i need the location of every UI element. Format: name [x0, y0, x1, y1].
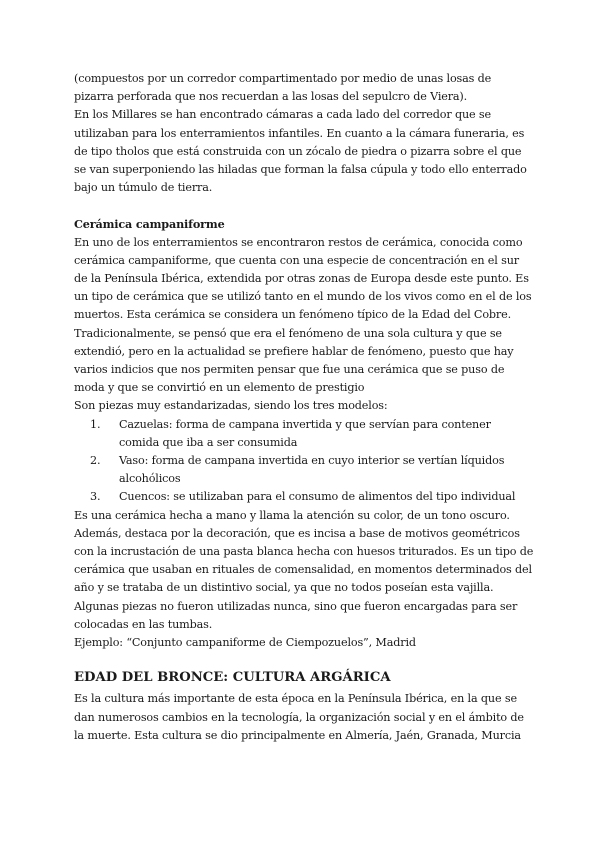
intro-paragraph: En los Millares se han encontrado cámaras a cada lado del corredor que se utilizaban para los enterramientos infantiles. En cuanto a la cámara funeraria, es de tipo tholos que está construida con un zócalo de piedra o pizarra sobre el que se van superponiendo las hiladas que forman la falsa cúpula y todo ello enterrado bajo un túmulo de tierra.	[74, 108, 527, 195]
list-number: 3.	[90, 490, 101, 504]
intro-line-1: (compuestos por un corredor compartimentado por medio de unas losas de	[74, 72, 492, 85]
list-number: 1.	[90, 417, 101, 431]
models-list	[74, 416, 534, 507]
list-number: 2.	[90, 454, 101, 468]
bronce-heading: EDAD DEL BRONCE: CULTURA ARGÁRICA	[74, 670, 391, 686]
intro-line-2: pizarra perforada que nos recuerdan a las losas del sepulcro de Viera).	[74, 90, 468, 104]
ceramica-paragraph-2: Es una cerámica hecha a mano y llama la atención su color, de un tono oscuro. Además, destaca por la decoración, que es incisa a base de motivos geométricos con la incrustación de una pasta blanca hecha con huesos triturados. Es un tipo de cerámica que usaban en rituales de comensalidad, en momentos determinados del año y se trataba de un distintivo social, ya que no todos poseían esta vajilla.	[74, 508, 534, 595]
list-item	[74, 452, 534, 488]
ceramica-example: Ejemplo: “Conjunto campaniforme de Ciempozuelos”, Madrid	[74, 636, 416, 650]
bronce-paragraph: Es la cultura más importante de esta época en la Península Ibérica, en la que se dan numerosos cambios en la tecnología, la organización social y en el ámbito de la muerte. Esta cultura se dio principalmente en Almería, Jaén, Granada, Murcia	[74, 692, 524, 742]
ceramica-paragraph-3: Algunas piezas no fueron utilizadas nunca, sino que fueron encargadas para ser colocadas en las tumbas.	[74, 599, 518, 631]
list-item	[74, 416, 534, 452]
list-item-text: Cazuelas: forma de campana invertida y que servían para contener comida que iba a ser consumida	[119, 417, 491, 449]
list-item-text: Cuencos: se utilizaban para el consumo de alimentos del tipo individual	[119, 490, 516, 504]
models-intro: Son piezas muy estandarizadas, siendo los tres modelos:	[74, 399, 388, 413]
document-page	[74, 70, 534, 745]
ceramica-paragraph-1: En uno de los enterramientos se encontraron restos de cerámica, conocida como cerámica campaniforme, que cuenta con una especie de concentración en el sur de la Península Ibérica, extendida por otras zonas de Europa desde este punto. Es un tipo de cerámica que se utilizó tanto en el mundo de los vivos como en el de los muertos. Esta cerámica se considera un fenómeno típico de la Edad del Cobre. Tradicionalmente, se pensó que era el fenómeno de una sola cultura y que se extendió, pero en la actualidad se prefiere hablar de fenómeno, puesto que hay varios indicios que nos permiten pensar que fue una cerámica que se puso de moda y que se convirtió en un elemento de prestigio	[74, 235, 532, 395]
list-item	[74, 488, 534, 506]
list-item-text: Vaso: forma de campana invertida en cuyo interior se vertían líquidos alcohólicos	[119, 454, 505, 486]
paragraph-gap	[74, 197, 534, 215]
ceramica-heading: Cerámica campaniforme	[74, 217, 225, 232]
